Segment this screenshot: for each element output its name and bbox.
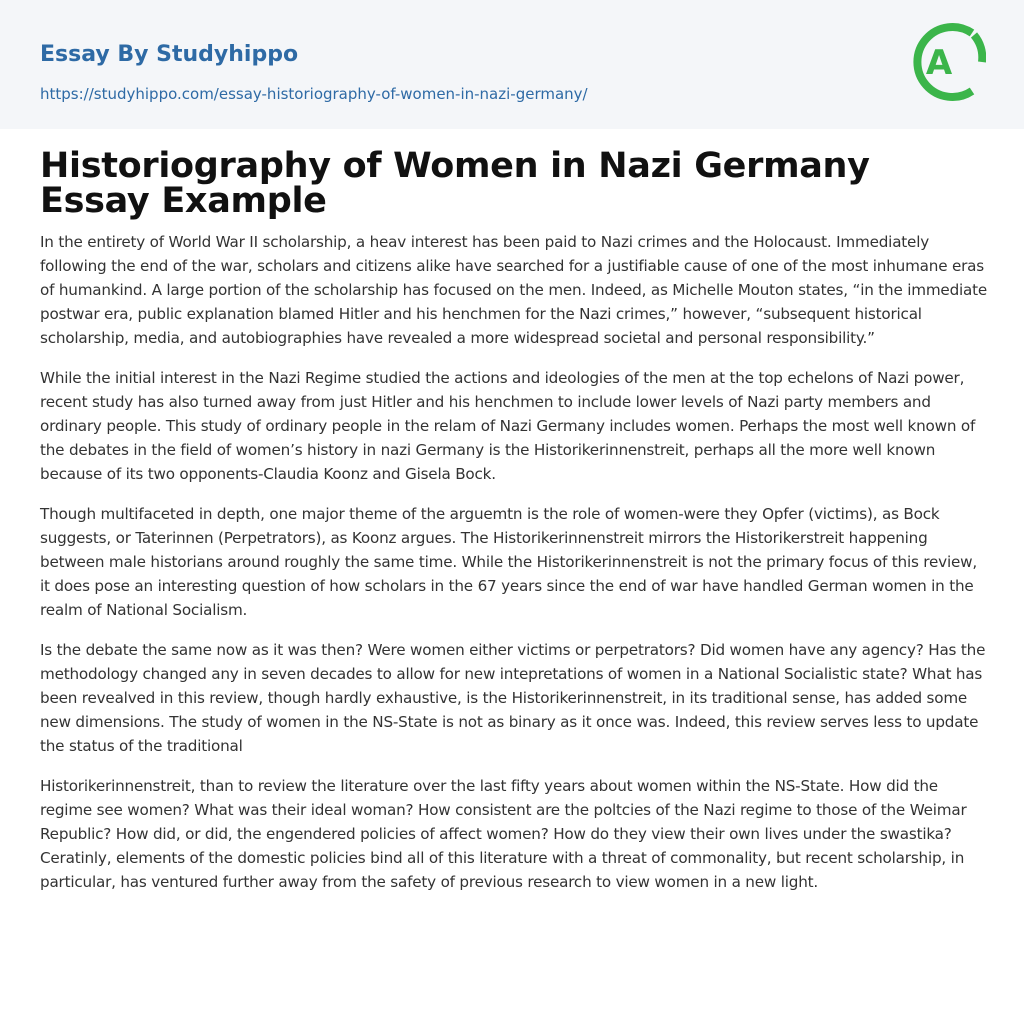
site-title[interactable]: Essay By Studyhippo [40, 42, 299, 67]
logo-letter: A [925, 43, 953, 83]
paragraph: Historikerinnenstreit, than to review the literature over the last fifty years about women within the NS-State. How did the regime see women? What was their ideal woman? How consistent are the poltcies of the Nazi regime to those of the Weimar Republic? How did, or did, the engendered policies of affect women? How do they view their own lives under the swastika? Ceratinly, elements of the domestic policies bind all of this literature with a threat of commonality, but recent scholarship, in particular, has ventured further away from the safety of previous research to view women in a new light. [40, 777, 967, 891]
article-body [40, 230, 990, 910]
paragraph: While the initial interest in the Nazi Regime studied the actions and ideologies of the men at the top echelons of Nazi power, recent study has also turned away from just Hitler and his henchmen to include lower levels of Nazi party members and ordinary people. This study of ordinary people in the relam of Nazi Germany includes women. Perhaps the most well known of the debates in the field of women’s history in nazi Germany is the Historikerinnenstreit, perhaps all the more well known because of its two opponents-Claudia Koonz and Gisela Bock. [40, 369, 976, 483]
page-title: Historiography of Women in Nazi Germany Essay Example [40, 146, 870, 221]
paragraph: Is the debate the same now as it was then? Were women either victims or perpetrators? Did women have any agency? Has the methodology changed any in seven decades to allow for new intepretations of women in a National Socialistic state? What has been revealved in this review, though hardly exhaustive, is the Historikerinnenstreit, in its traditional sense, has added some new dimensions. The study of women in the NS-State is not as binary as it once was. Indeed, this review serves less to update the status of the traditional [40, 641, 986, 755]
source-url-link[interactable]: https://studyhippo.com/essay-historiography-of-women-in-nazi-germany/ [40, 85, 588, 103]
paragraph: Though multifaceted in depth, one major theme of the arguemtn is the role of women-were they Opfer (victims), as Bock suggests, or Taterinnen (Perpetrators), as Koonz argues. The Historikerinnenstreit mirrors the Historikerstreit happening between male historians around roughly the same time. While the Historikerinnenstreit is not the primary focus of this review, it does pose an interesting question of how scholars in the 67 years since the end of war have handled German women in the realm of National Socialism. [40, 505, 977, 619]
paragraph: In the entirety of World War II scholarship, a heav interest has been paid to Nazi crimes and the Holocaust. Immediately following the end of the war, scholars and citizens alike have searched for a justifiable cause of one of the most inhumane eras of humankind. A large portion of the scholarship has focused on the men. Indeed, as Michelle Mouton states, “in the immediate postwar era, public explanation blamed Hitler and his henchmen for the Nazi crimes,” however, “subsequent historical scholarship, media, and autobiographies have revealed a more widespread societal and personal responsibility.” [40, 233, 988, 347]
